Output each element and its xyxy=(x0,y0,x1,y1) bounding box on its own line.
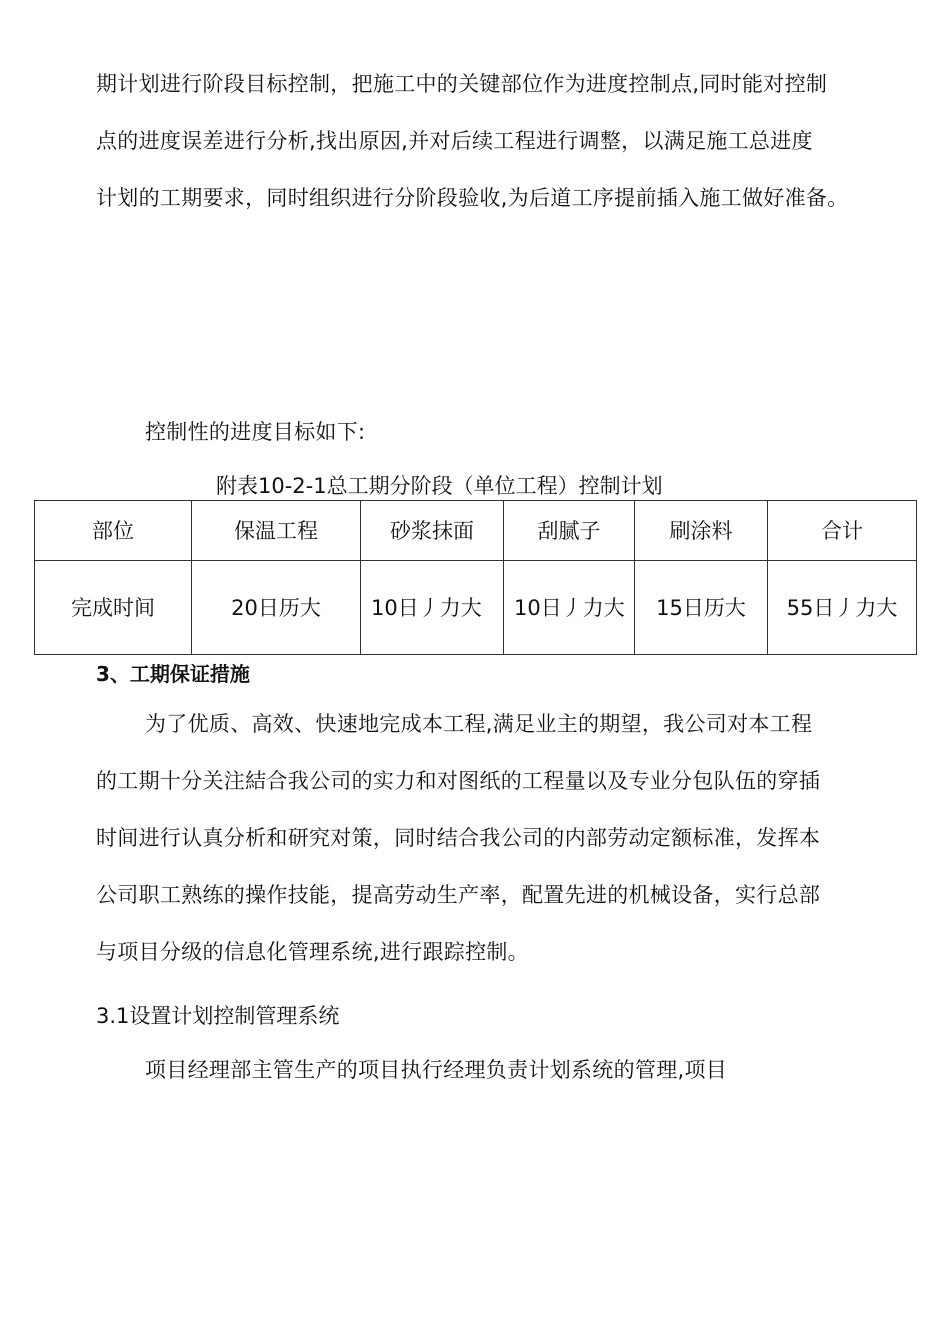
header-cell-putty: 刮腻子 xyxy=(504,501,635,561)
section-line-3: 时间进行认真分析和研究对策，同时结合我公司的内部劳动定额标准，发挥本 xyxy=(96,826,821,850)
cell-paint-days: 15日历大 xyxy=(635,561,768,655)
table-row xyxy=(35,561,917,655)
intro-line-2: 点的进度误差进行分析,找出原因,并对后续工程进行调整，以满足施工总进度 xyxy=(96,129,813,153)
cell-putty-days: 10日丿力大 xyxy=(504,561,635,655)
cell-insulation-days: 20日历大 xyxy=(192,561,361,655)
targets-intro: 控制性的进度目标如下: xyxy=(145,420,366,444)
cell-total-days: 55日丿力大 xyxy=(768,561,917,655)
row-label-completion: 完成时间 xyxy=(35,561,192,655)
section-line-2: 的工期十分关注結合我公司的实力和对图纸的工程量以及专业分包队伍的穿插 xyxy=(96,769,821,793)
schedule-table xyxy=(34,500,917,655)
header-cell-total: 合计 xyxy=(768,501,917,561)
subsection-heading: 3.1设置计划控制管理系统 xyxy=(96,1004,340,1028)
cell-mortar-days: 10日丿力大 xyxy=(361,561,504,655)
section-line-1: 为了优质、高效、快速地完成本工程,满足业主的期望，我公司对本工程 xyxy=(145,712,813,736)
section-heading: 3、工期保证措施 xyxy=(96,662,250,686)
table-header-row xyxy=(35,501,917,561)
header-cell-insulation: 保温工程 xyxy=(192,501,361,561)
header-cell-location: 部位 xyxy=(35,501,192,561)
header-cell-mortar: 砂浆抹面 xyxy=(361,501,504,561)
intro-line-1: 期计划进行阶段目标控制，把施工中的关键部位作为进度控制点,同时能对控制 xyxy=(96,72,828,96)
header-cell-paint: 刷涂料 xyxy=(635,501,768,561)
intro-line-3: 计划的工期要求，同时组织进行分阶段验收,为后道工序提前插入施工做好准备。 xyxy=(96,186,849,210)
section-line-5: 与项目分级的信息化管理系统,进行跟踪控制。 xyxy=(96,940,529,964)
table-caption: 附表10-2-1总工期分阶段（单位工程）控制计划 xyxy=(216,474,663,498)
section-line-4: 公司职工熟练的操作技能，提高劳动生产率，配置先进的机械设备，实行总部 xyxy=(96,883,821,907)
subsection-line: 项目经理部主管生产的项目执行经理负责计划系统的管理,项目 xyxy=(145,1058,728,1082)
